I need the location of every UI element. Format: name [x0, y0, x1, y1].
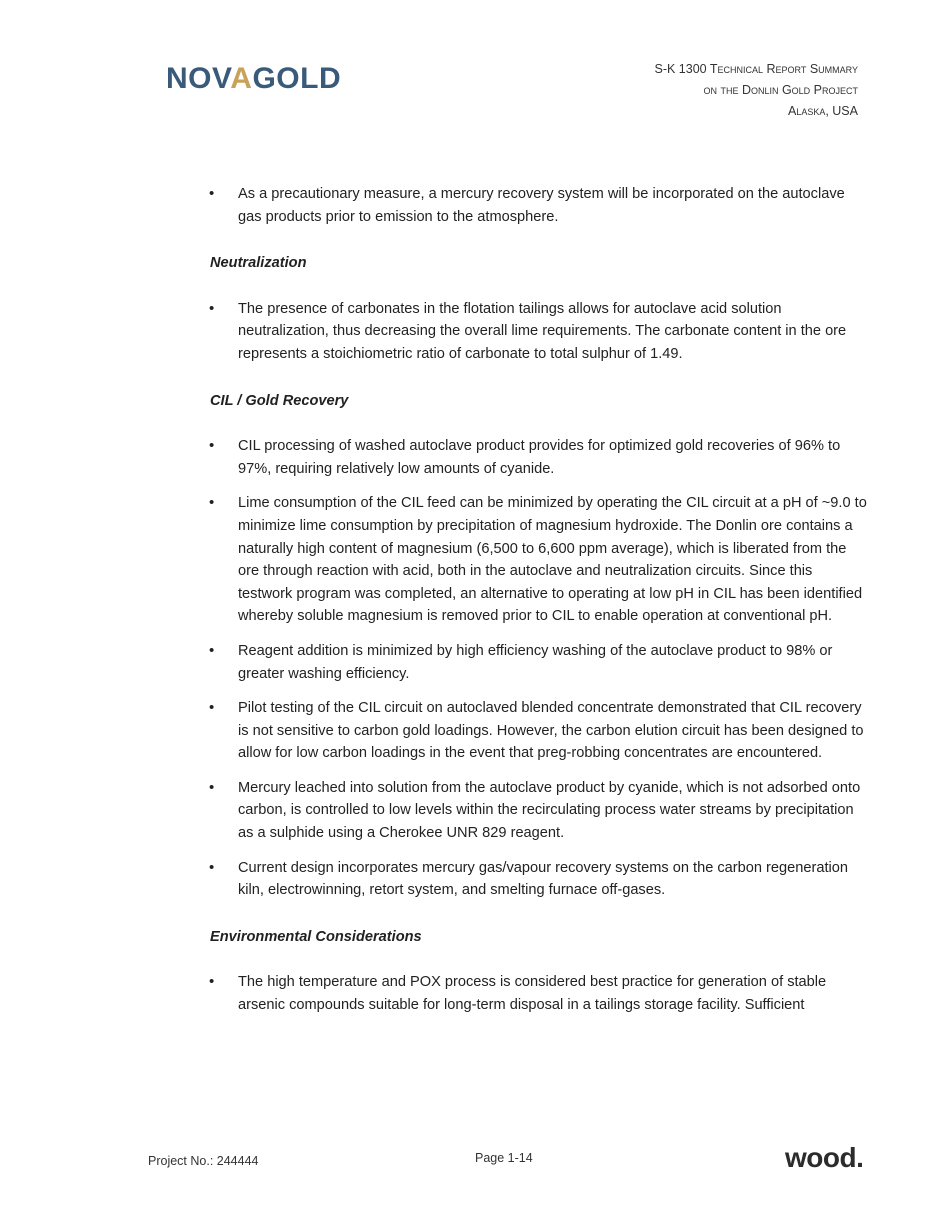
report-title-line-1: S-K 1300 Technical Report Summary	[654, 62, 858, 76]
report-title-line-2: on the Donlin Gold Project	[703, 83, 858, 97]
heading-environmental-considerations: Environmental Considerations	[210, 928, 422, 945]
heading-neutralization: Neutralization	[210, 255, 307, 272]
bullet-reagent-addition: • Reagent addition is minimized by high efficiency washing of the autoclave product to 98% or greater washing efficiency.	[210, 640, 870, 685]
bullet-cil-processing: • CIL processing of washed autoclave product provides for optimized gold recoveries of 96% to 97%, requiring relatively low amounts of cyanide.	[210, 435, 870, 480]
bullet-neutralization: • The presence of carbonates in the flotation tailings allows for autoclave acid solution neutralization, thus decreasing the overall lime requirements. The carbonate content in the ore represents a stoichiometric ratio of carbonate to total sulphur of 1.49.	[210, 298, 870, 366]
bullet-current-design: • Current design incorporates mercury gas/vapour recovery systems on the carbon regeneration kiln, electrowinning, retort system, and smelting furnace off-gases.	[210, 857, 870, 902]
footer-page-number: Page 1-14	[475, 1151, 533, 1165]
document-body	[210, 183, 870, 1029]
report-title-line-3: Alaska, USA	[787, 104, 858, 118]
novagold-logo	[166, 62, 341, 98]
bullet-environmental: • The high temperature and POX process is considered best practice for generation of stable arsenic compounds suitable for long-term disposal in a tailings storage facility. Sufficient	[210, 971, 870, 1016]
bullet-mercury-leached: • Mercury leached into solution from the autoclave product by cyanide, which is not adsorbed onto carbon, is controlled to low levels within the recirculating process water streams by precipitation as a sulphide using a Cherokee UNR 829 reagent.	[210, 777, 870, 845]
report-title-block	[655, 59, 859, 122]
wood-logo: wood.	[785, 1142, 864, 1173]
footer-project-number: Project No.: 244444	[148, 1154, 259, 1168]
bullet-pilot-testing: • Pilot testing of the CIL circuit on autoclaved blended concentrate demonstrated that CIL recovery is not sensitive to carbon gold loadings. However, the carbon elution circuit has been designed to allow for low carbon loadings in the event that preg-robbing concentrates are encountered.	[210, 697, 870, 765]
logo-text: NOVAGOLD	[166, 62, 342, 95]
bullet-lime-consumption: • Lime consumption of the CIL feed can be minimized by operating the CIL circuit at a pH of ~9.0 to minimize lime consumption by precipitation of magnesium hydroxide. The Donlin ore contains a naturally high content of magnesium (6,500 to 6,600 ppm average), which is liberated from the ore through reaction with acid, both in the autoclave and neutralization circuits. Since this testwork program was completed, an alternative to operating at low pH in CIL has been identified whereby soluble magnesium is removed prior to CIL to enable operation at conventional pH.	[210, 492, 870, 628]
logo-accent-letter: A	[230, 62, 253, 95]
heading-cil-gold-recovery: CIL / Gold Recovery	[210, 392, 349, 409]
bullet-mercury-recovery: • As a precautionary measure, a mercury recovery system will be incorporated on the autoclave gas products prior to emission to the atmosphere.	[210, 183, 870, 228]
